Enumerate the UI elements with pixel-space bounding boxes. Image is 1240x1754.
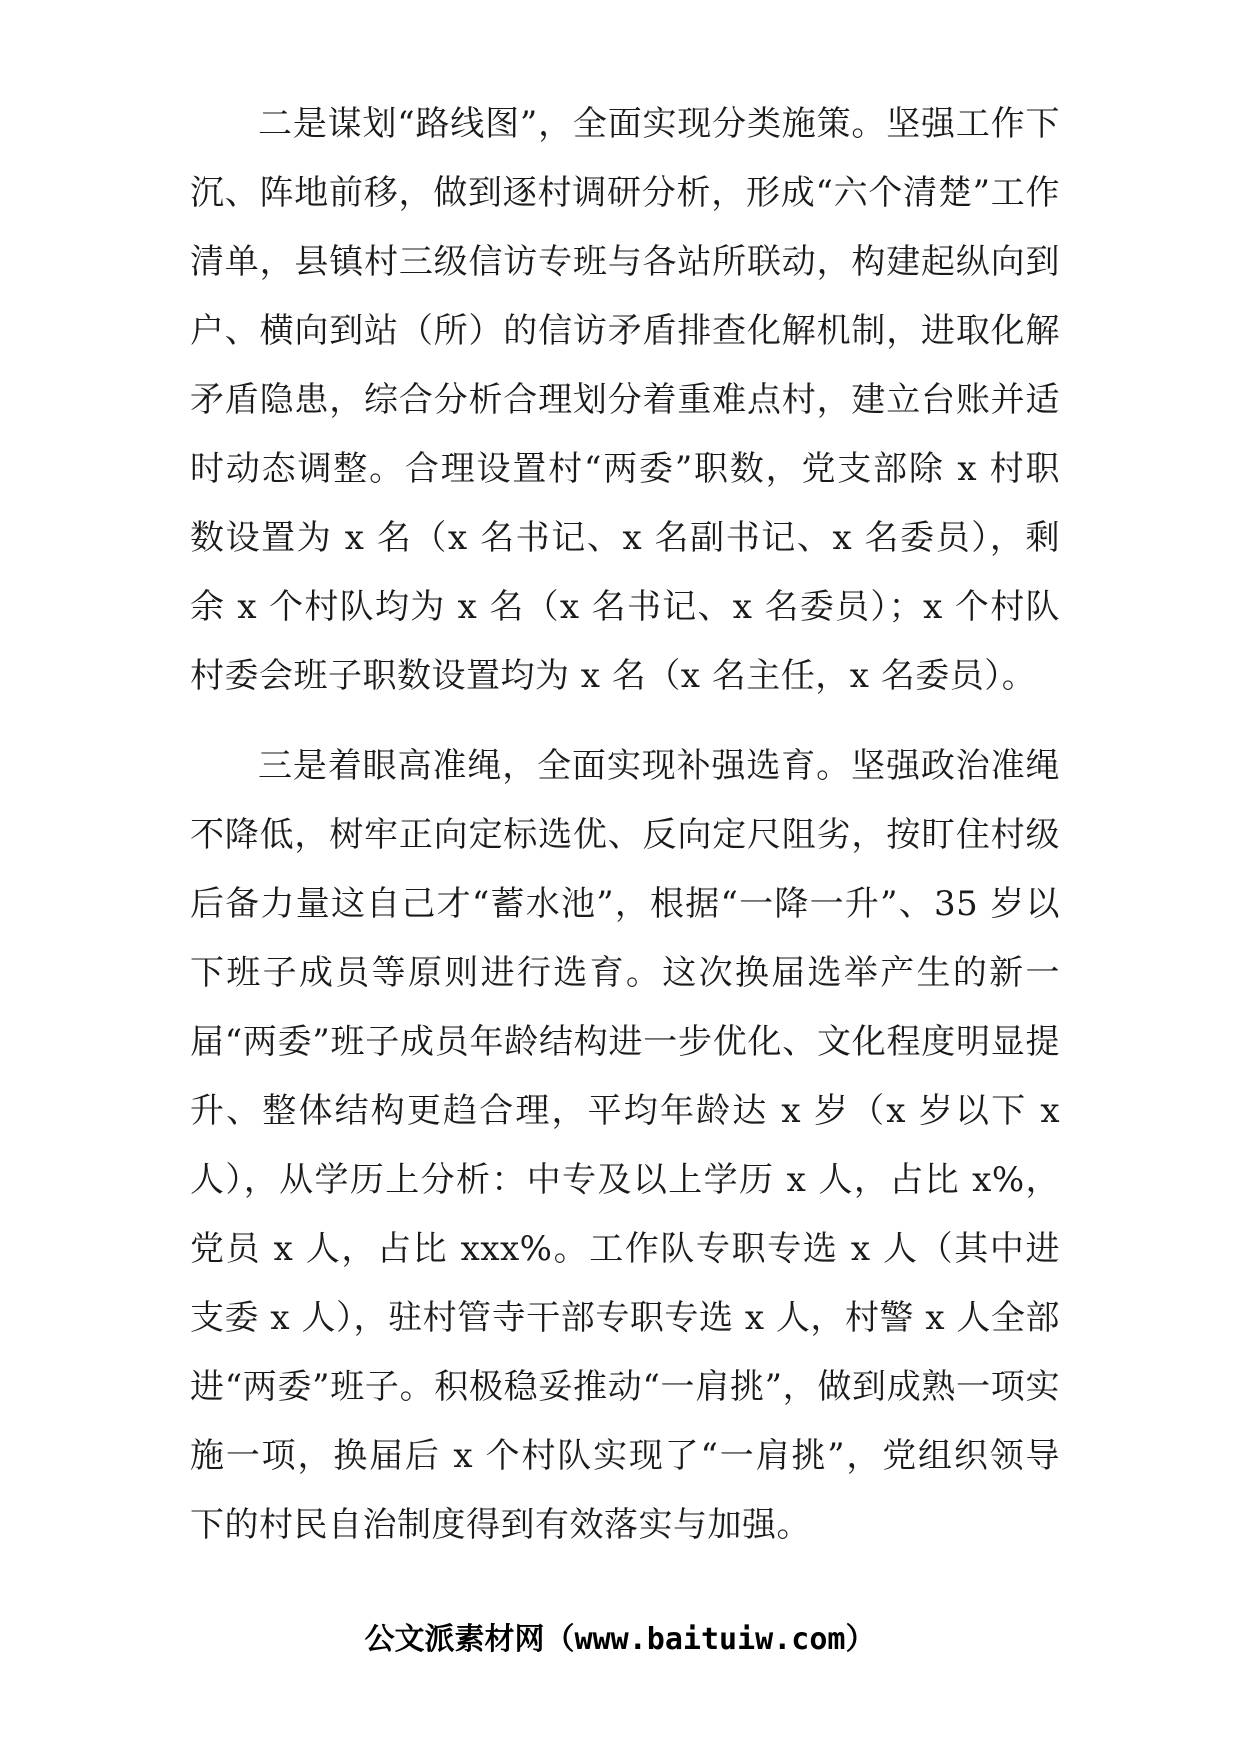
document-body (190, 90, 1060, 1560)
page-footer-source: 公文派素材网（www.baituiw.com） (364, 1622, 876, 1657)
paragraph-route-map: 二是谋划“路线图”，全面实现分类施策。坚强工作下沉、阵地前移，做到逐村调研分析，形成“六个清楚”工作清单，县镇村三级信访专班与各站所联动，构建起纵向到户、横向到站（所）的信访矛盾排查化解机制，进取化解矛盾隐患，综合分析合理划分着重难点村，建立台账并适时动态调整。合理设置村“两委”职数，党支部除 x 村职数设置为 x 名（x 名书记、x 名副书记、x 名委员），剩余 x 个村队均为 x 名（x 名书记、x 名委员）；x 个村队村委会班子职数设置均为 x 名（x 名主任，x 名委员）。 (190, 104, 1060, 696)
paragraph-selection-training: 三是着眼高准绳，全面实现补强选育。坚强政治准绳不降低，树牢正向定标选优、反向定尺阻劣，按盯住村级后备力量这自己才“蓄水池”，根据“一降一升”、35 岁以下班子成员等原则进行选育。这次换届选举产生的新一届“两委”班子成员年龄结构进一步优化、文化程度明显提升、整体结构更趋合理，平均年龄达 x 岁（x 岁以下 x 人），从学历上分析：中专及以上学历 x 人，占比 x%，党员 x 人，占比 xxx%。工作队专职专选 x 人（其中进支委 x 人），驻村管寺干部专职专选 x 人，村警 x 人全部进“两委”班子。积极稳妥推动“一肩挑”，做到成熟一项实施一项，换届后 x 个村队实现了“一肩挑”，党组织领导下的村民自治制度得到有效落实与加强。 (190, 746, 1060, 1545)
